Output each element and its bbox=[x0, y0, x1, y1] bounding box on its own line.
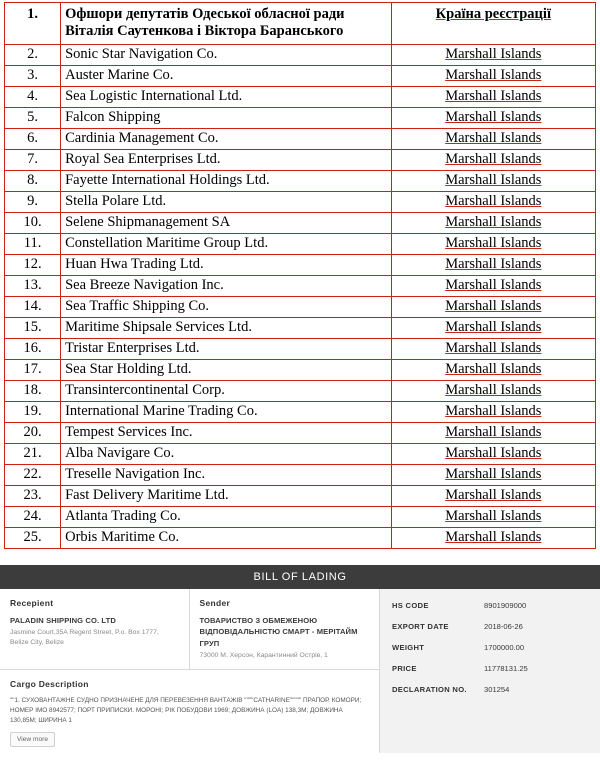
company-name: Stella Polare Ltd. bbox=[65, 192, 167, 209]
company-name: Sea Breeze Navigation Inc. bbox=[65, 276, 224, 293]
cell-country bbox=[391, 443, 595, 464]
cell-country bbox=[391, 422, 595, 443]
table-header-row bbox=[5, 3, 596, 45]
cell-number: 25. bbox=[5, 527, 61, 548]
country-name: Marshall Islands bbox=[445, 234, 542, 251]
cell-name bbox=[61, 443, 392, 464]
shipment-details-panel bbox=[380, 589, 600, 753]
company-name: Falcon Shipping bbox=[65, 108, 161, 125]
cell-number: 15. bbox=[5, 317, 61, 338]
company-name: Selene Shipmanagement SA bbox=[65, 213, 231, 230]
cell-name bbox=[61, 65, 392, 86]
cell-country bbox=[391, 506, 595, 527]
cell-country bbox=[391, 86, 595, 107]
cell-country bbox=[391, 149, 595, 170]
table-row bbox=[5, 275, 596, 296]
table-row bbox=[5, 233, 596, 254]
header-cell-name bbox=[61, 3, 392, 45]
offshore-companies-table bbox=[4, 2, 596, 549]
cell-country bbox=[391, 212, 595, 233]
table-row bbox=[5, 107, 596, 128]
detail-key: DECLARATION NO. bbox=[392, 684, 467, 694]
company-name: Sea Star Holding Ltd. bbox=[65, 360, 192, 377]
cell-country bbox=[391, 317, 595, 338]
company-name: Alba Navigare Co. bbox=[65, 444, 175, 461]
table-row bbox=[5, 44, 596, 65]
cell-country bbox=[391, 485, 595, 506]
country-name: Marshall Islands bbox=[445, 213, 542, 230]
country-name: Marshall Islands bbox=[445, 45, 542, 62]
cell-number: 3. bbox=[5, 65, 61, 86]
country-name: Marshall Islands bbox=[445, 465, 542, 482]
company-name: Treselle Navigation Inc. bbox=[65, 465, 206, 482]
company-name: Fayette International Holdings Ltd. bbox=[65, 171, 270, 188]
cell-number: 8. bbox=[5, 170, 61, 191]
country-name: Marshall Islands bbox=[445, 486, 542, 503]
country-name: Marshall Islands bbox=[445, 276, 542, 293]
cell-name bbox=[61, 212, 392, 233]
cell-name bbox=[61, 275, 392, 296]
cell-number: 12. bbox=[5, 254, 61, 275]
table-row bbox=[5, 317, 596, 338]
table-row bbox=[5, 464, 596, 485]
table-row bbox=[5, 128, 596, 149]
table-row bbox=[5, 65, 596, 86]
detail-key: WEIGHT bbox=[392, 642, 425, 652]
cell-name bbox=[61, 422, 392, 443]
country-name: Marshall Islands bbox=[445, 192, 542, 209]
cell-name bbox=[61, 359, 392, 380]
parties-row bbox=[0, 589, 379, 669]
detail-row-export-date bbox=[380, 616, 600, 637]
company-name: Huan Hwa Trading Ltd. bbox=[65, 255, 204, 272]
sender-company: ТОВАРИСТВО З ОБМЕЖЕНОЮ ВІДПОВІДАЛЬНІСТЮ СМАРТ - МЕРІТАЙМ ГРУП bbox=[199, 615, 358, 648]
company-name: Sea Logistic International Ltd. bbox=[65, 87, 243, 104]
detail-key: PRICE bbox=[392, 663, 417, 673]
bill-of-lading-panel bbox=[0, 565, 600, 753]
recepient-address: Jasmine Court,35A Regent Street, P.o. Box 1777, Belize City, Belize bbox=[10, 629, 159, 647]
cell-number: 4. bbox=[5, 86, 61, 107]
table-row bbox=[5, 254, 596, 275]
cell-name bbox=[61, 233, 392, 254]
table-row bbox=[5, 443, 596, 464]
cell-country bbox=[391, 380, 595, 401]
detail-key: HS CODE bbox=[392, 600, 429, 610]
company-name: Auster Marine Co. bbox=[65, 66, 174, 83]
cell-number: 22. bbox=[5, 464, 61, 485]
bill-of-lading-left-column bbox=[0, 589, 380, 753]
cell-number: 16. bbox=[5, 338, 61, 359]
country-name: Marshall Islands bbox=[445, 528, 542, 545]
country-name: Marshall Islands bbox=[445, 318, 542, 335]
cell-country bbox=[391, 170, 595, 191]
cell-country bbox=[391, 65, 595, 86]
detail-row-price bbox=[380, 658, 600, 679]
cell-name bbox=[61, 44, 392, 65]
sender-block bbox=[190, 589, 380, 669]
cell-name bbox=[61, 485, 392, 506]
header-name-text: Офшори депутатів Одеської обласної ради Віталія Саутенкова і Віктора Баранського bbox=[65, 6, 345, 40]
cell-number: 19. bbox=[5, 401, 61, 422]
company-name: Transintercontinental Corp. bbox=[65, 381, 225, 398]
cell-country bbox=[391, 128, 595, 149]
country-name: Marshall Islands bbox=[445, 66, 542, 83]
cargo-description: ""1. СУХОВАНТАЖНЕ СУДНО ПРИЗНАЧЕНЕ ДЛЯ ПЕРЕВЕЗЕННЯ ВАНТАЖІВ """"CATHARINE""""" ПРАПОР. КОМОРИ; НОМЕР ІМО 8942577; ПОРТ ПРИПИСКИ. МОРОНІ; РІК ПОБУДОВИ 1969; ДОВЖИНА (LOA) 138,3М; ДОВЖИНА 130,85М; ШИРИНА 1 bbox=[10, 697, 362, 724]
cell-name bbox=[61, 464, 392, 485]
country-name: Marshall Islands bbox=[445, 339, 542, 356]
cell-name bbox=[61, 107, 392, 128]
table-row bbox=[5, 149, 596, 170]
cell-number: 10. bbox=[5, 212, 61, 233]
cargo-block bbox=[0, 669, 379, 753]
cell-country bbox=[391, 401, 595, 422]
company-name: Constellation Maritime Group Ltd. bbox=[65, 234, 269, 251]
detail-value: 2018-06-26 bbox=[484, 621, 523, 631]
cell-country bbox=[391, 233, 595, 254]
cargo-label: Cargo Description bbox=[10, 679, 89, 690]
company-name: International Marine Trading Co. bbox=[65, 402, 258, 419]
cell-name bbox=[61, 254, 392, 275]
cell-name bbox=[61, 149, 392, 170]
company-name: Atlanta Trading Co. bbox=[65, 507, 181, 524]
company-name: Tempest Services Inc. bbox=[65, 423, 193, 440]
company-name: Royal Sea Enterprises Ltd. bbox=[65, 150, 221, 167]
recepient-block bbox=[0, 589, 190, 669]
company-name: Maritime Shipsale Services Ltd. bbox=[65, 318, 252, 335]
cell-name bbox=[61, 401, 392, 422]
country-name: Marshall Islands bbox=[445, 444, 542, 461]
detail-value: 11778131.25 bbox=[484, 663, 528, 673]
company-name: Orbis Maritime Co. bbox=[65, 528, 180, 545]
country-name: Marshall Islands bbox=[445, 507, 542, 524]
header-country-text: Країна реєстрації bbox=[435, 6, 551, 22]
cell-number: 18. bbox=[5, 380, 61, 401]
cell-number: 24. bbox=[5, 506, 61, 527]
country-name: Marshall Islands bbox=[445, 129, 542, 146]
cell-name bbox=[61, 380, 392, 401]
company-name: Fast Delivery Maritime Ltd. bbox=[65, 486, 229, 503]
cell-number: 5. bbox=[5, 107, 61, 128]
country-name: Marshall Islands bbox=[445, 423, 542, 440]
cell-name bbox=[61, 296, 392, 317]
cell-country bbox=[391, 254, 595, 275]
cell-country bbox=[391, 338, 595, 359]
cell-number: 11. bbox=[5, 233, 61, 254]
cell-number: 6. bbox=[5, 128, 61, 149]
cell-number: 21. bbox=[5, 443, 61, 464]
table-row bbox=[5, 170, 596, 191]
cell-name bbox=[61, 86, 392, 107]
table-row bbox=[5, 212, 596, 233]
cell-number: 20. bbox=[5, 422, 61, 443]
country-name: Marshall Islands bbox=[445, 360, 542, 377]
cell-number: 7. bbox=[5, 149, 61, 170]
table-row bbox=[5, 86, 596, 107]
cell-name bbox=[61, 170, 392, 191]
recepient-company: PALADIN SHIPPING CO. LTD bbox=[10, 615, 116, 625]
cell-number: 14. bbox=[5, 296, 61, 317]
country-name: Marshall Islands bbox=[445, 381, 542, 398]
cell-number: 17. bbox=[5, 359, 61, 380]
cell-name bbox=[61, 191, 392, 212]
bill-of-lading-body bbox=[0, 589, 600, 753]
table-row bbox=[5, 296, 596, 317]
table-row bbox=[5, 527, 596, 548]
table-row bbox=[5, 380, 596, 401]
cell-country bbox=[391, 464, 595, 485]
country-name: Marshall Islands bbox=[445, 87, 542, 104]
table-row bbox=[5, 359, 596, 380]
table-body bbox=[5, 3, 596, 549]
cell-country bbox=[391, 107, 595, 128]
detail-value: 301254 bbox=[484, 684, 510, 694]
header-cell-number: 1. bbox=[5, 3, 61, 45]
detail-row-hs-code bbox=[380, 595, 600, 616]
company-name: Sea Traffic Shipping Co. bbox=[65, 297, 210, 314]
detail-key: EXPORT DATE bbox=[392, 621, 449, 631]
country-name: Marshall Islands bbox=[445, 150, 542, 167]
cell-country bbox=[391, 275, 595, 296]
cell-country bbox=[391, 44, 595, 65]
company-name: Cardinia Management Co. bbox=[65, 129, 219, 146]
view-more-button[interactable]: View more bbox=[10, 732, 55, 747]
recepient-label: Recepient bbox=[10, 597, 54, 608]
country-name: Marshall Islands bbox=[445, 255, 542, 272]
cell-name bbox=[61, 506, 392, 527]
header-cell-country bbox=[391, 3, 595, 45]
cell-country bbox=[391, 191, 595, 212]
detail-row-declaration-no bbox=[380, 679, 600, 700]
company-name: Sonic Star Navigation Co. bbox=[65, 45, 218, 62]
cell-name bbox=[61, 338, 392, 359]
cell-country bbox=[391, 527, 595, 548]
detail-row-weight bbox=[380, 637, 600, 658]
table-row bbox=[5, 401, 596, 422]
cell-number: 23. bbox=[5, 485, 61, 506]
bill-of-lading-title: BILL OF LADING bbox=[0, 565, 600, 589]
cell-name bbox=[61, 527, 392, 548]
cell-number: 13. bbox=[5, 275, 61, 296]
cell-country bbox=[391, 359, 595, 380]
cell-country bbox=[391, 296, 595, 317]
country-name: Marshall Islands bbox=[445, 171, 542, 188]
cell-number: 2. bbox=[5, 44, 61, 65]
detail-value: 8901909000 bbox=[484, 600, 527, 610]
cell-number: 9. bbox=[5, 191, 61, 212]
table-row bbox=[5, 422, 596, 443]
sender-address: 73000 М. Херсон, Карантинний Острів, 1 bbox=[199, 651, 328, 659]
cell-name bbox=[61, 128, 392, 149]
country-name: Marshall Islands bbox=[445, 297, 542, 314]
country-name: Marshall Islands bbox=[445, 402, 542, 419]
cell-name bbox=[61, 317, 392, 338]
table-row bbox=[5, 191, 596, 212]
table-row bbox=[5, 485, 596, 506]
country-name: Marshall Islands bbox=[445, 108, 542, 125]
detail-value: 1700000.00 bbox=[484, 642, 525, 652]
table-row bbox=[5, 338, 596, 359]
table-row bbox=[5, 506, 596, 527]
sender-label: Sender bbox=[199, 597, 231, 608]
company-name: Tristar Enterprises Ltd. bbox=[65, 339, 200, 356]
